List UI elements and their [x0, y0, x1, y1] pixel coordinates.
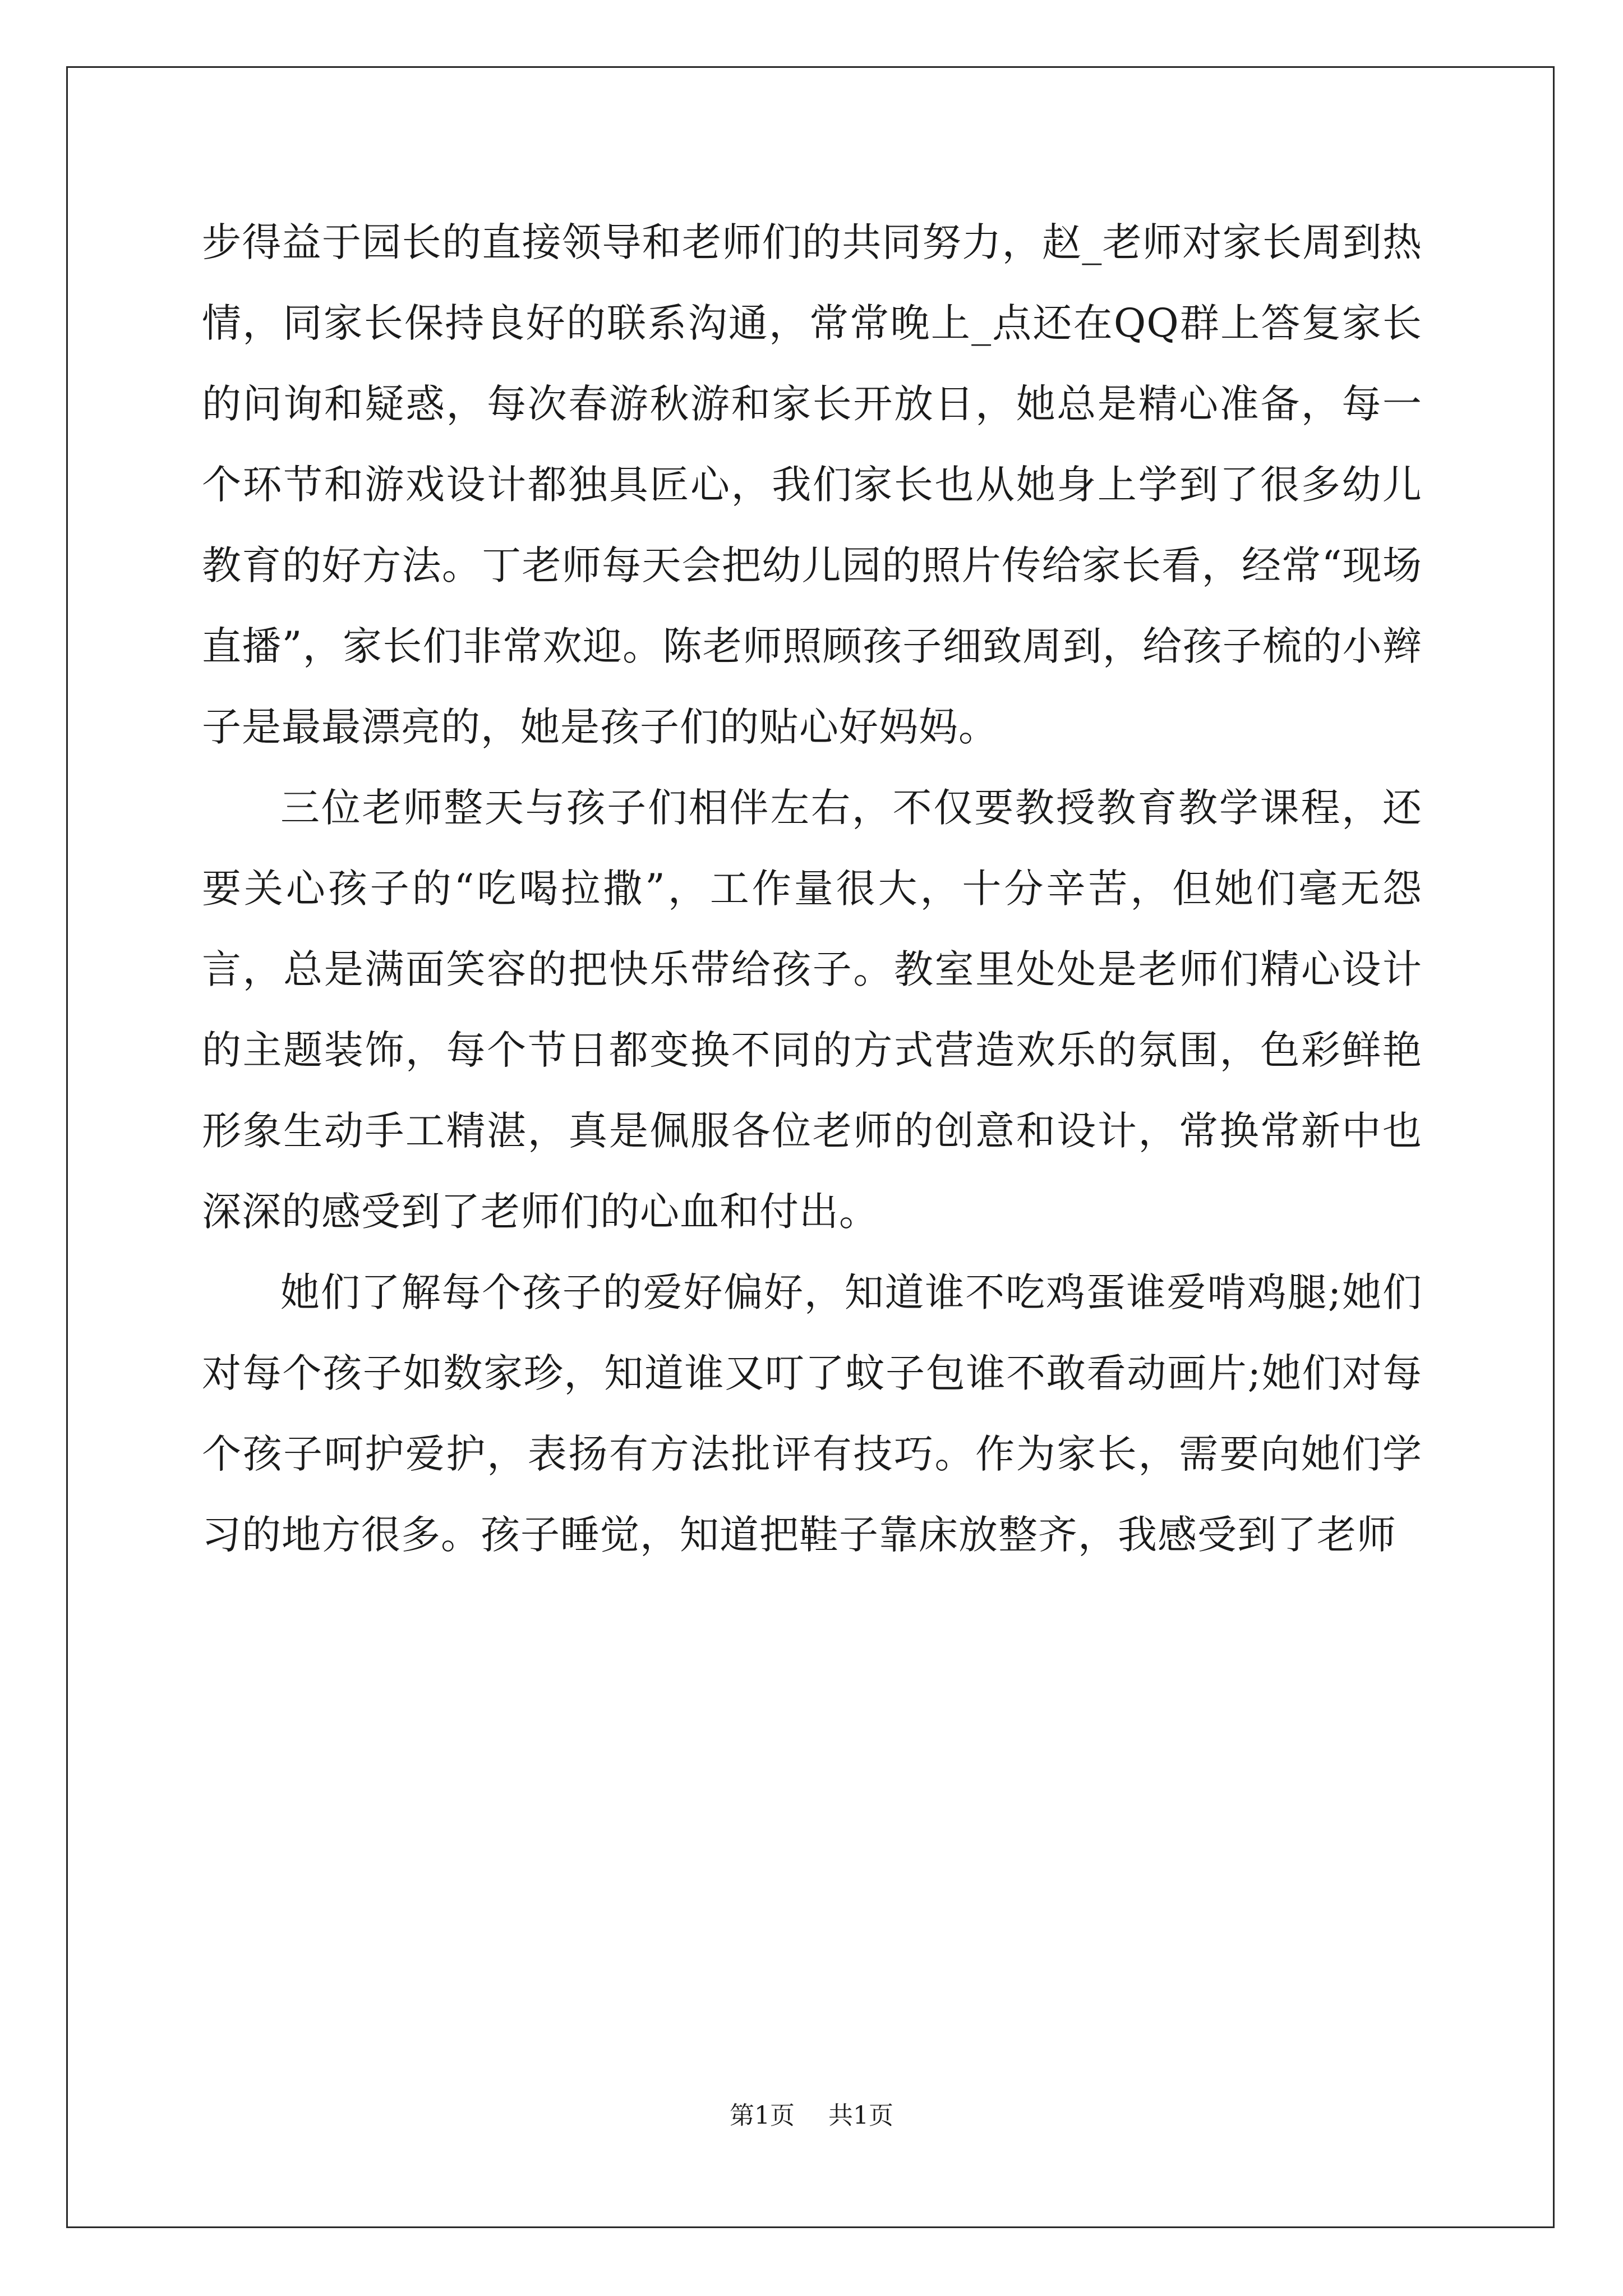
page-footer	[0, 2099, 1623, 2133]
page-total: 共1页	[828, 2101, 893, 2130]
document-body	[202, 202, 1422, 1575]
page-number: 第1页	[730, 2101, 795, 2130]
paragraph-2: 三位老师整天与孩子们相伴左右，不仅要教授教育教学课程，还要关心孩子的“吃喝拉撒”，工作量很大，十分辛苦，但她们毫无怨言，总是满面笑容的把快乐带给孩子。教室里处处是老师们精心设计的主题装饰，每个节日都变换不同的方式营造欢乐的氛围，色彩鲜艳形象生动手工精湛，真是佩服各位老师的创意和设计，常换常新中也深深的感受到了老师们的心血和付出。	[202, 785, 1422, 1235]
paragraph-3: 她们了解每个孩子的爱好偏好，知道谁不吃鸡蛋谁爱啃鸡腿;她们对每个孩子如数家珍，知道谁又叮了蚊子包谁不敢看动画片;她们对每个孩子呵护爱护，表扬有方法批评有技巧。作为家长，需要向她们学习的地方很多。孩子睡觉，知道把鞋子靠床放整齐，我感受到了老师	[202, 1269, 1422, 1558]
paragraph-1: 步得益于园长的直接领导和老师们的共同努力，赵_老师对家长周到热情，同家长保持良好的联系沟通，常常晚上_点还在QQ群上答复家长的问询和疑惑，每次春游秋游和家长开放日，她总是精心准备，每一个环节和游戏设计都独具匠心，我们家长也从她身上学到了很多幼儿教育的好方法。丁老师每天会把幼儿园的照片传给家长看，经常“现场直播”，家长们非常欢迎。陈老师照顾孩子细致周到，给孩子梳的小辫子是最最漂亮的，她是孩子们的贴心好妈妈。	[202, 219, 1422, 750]
